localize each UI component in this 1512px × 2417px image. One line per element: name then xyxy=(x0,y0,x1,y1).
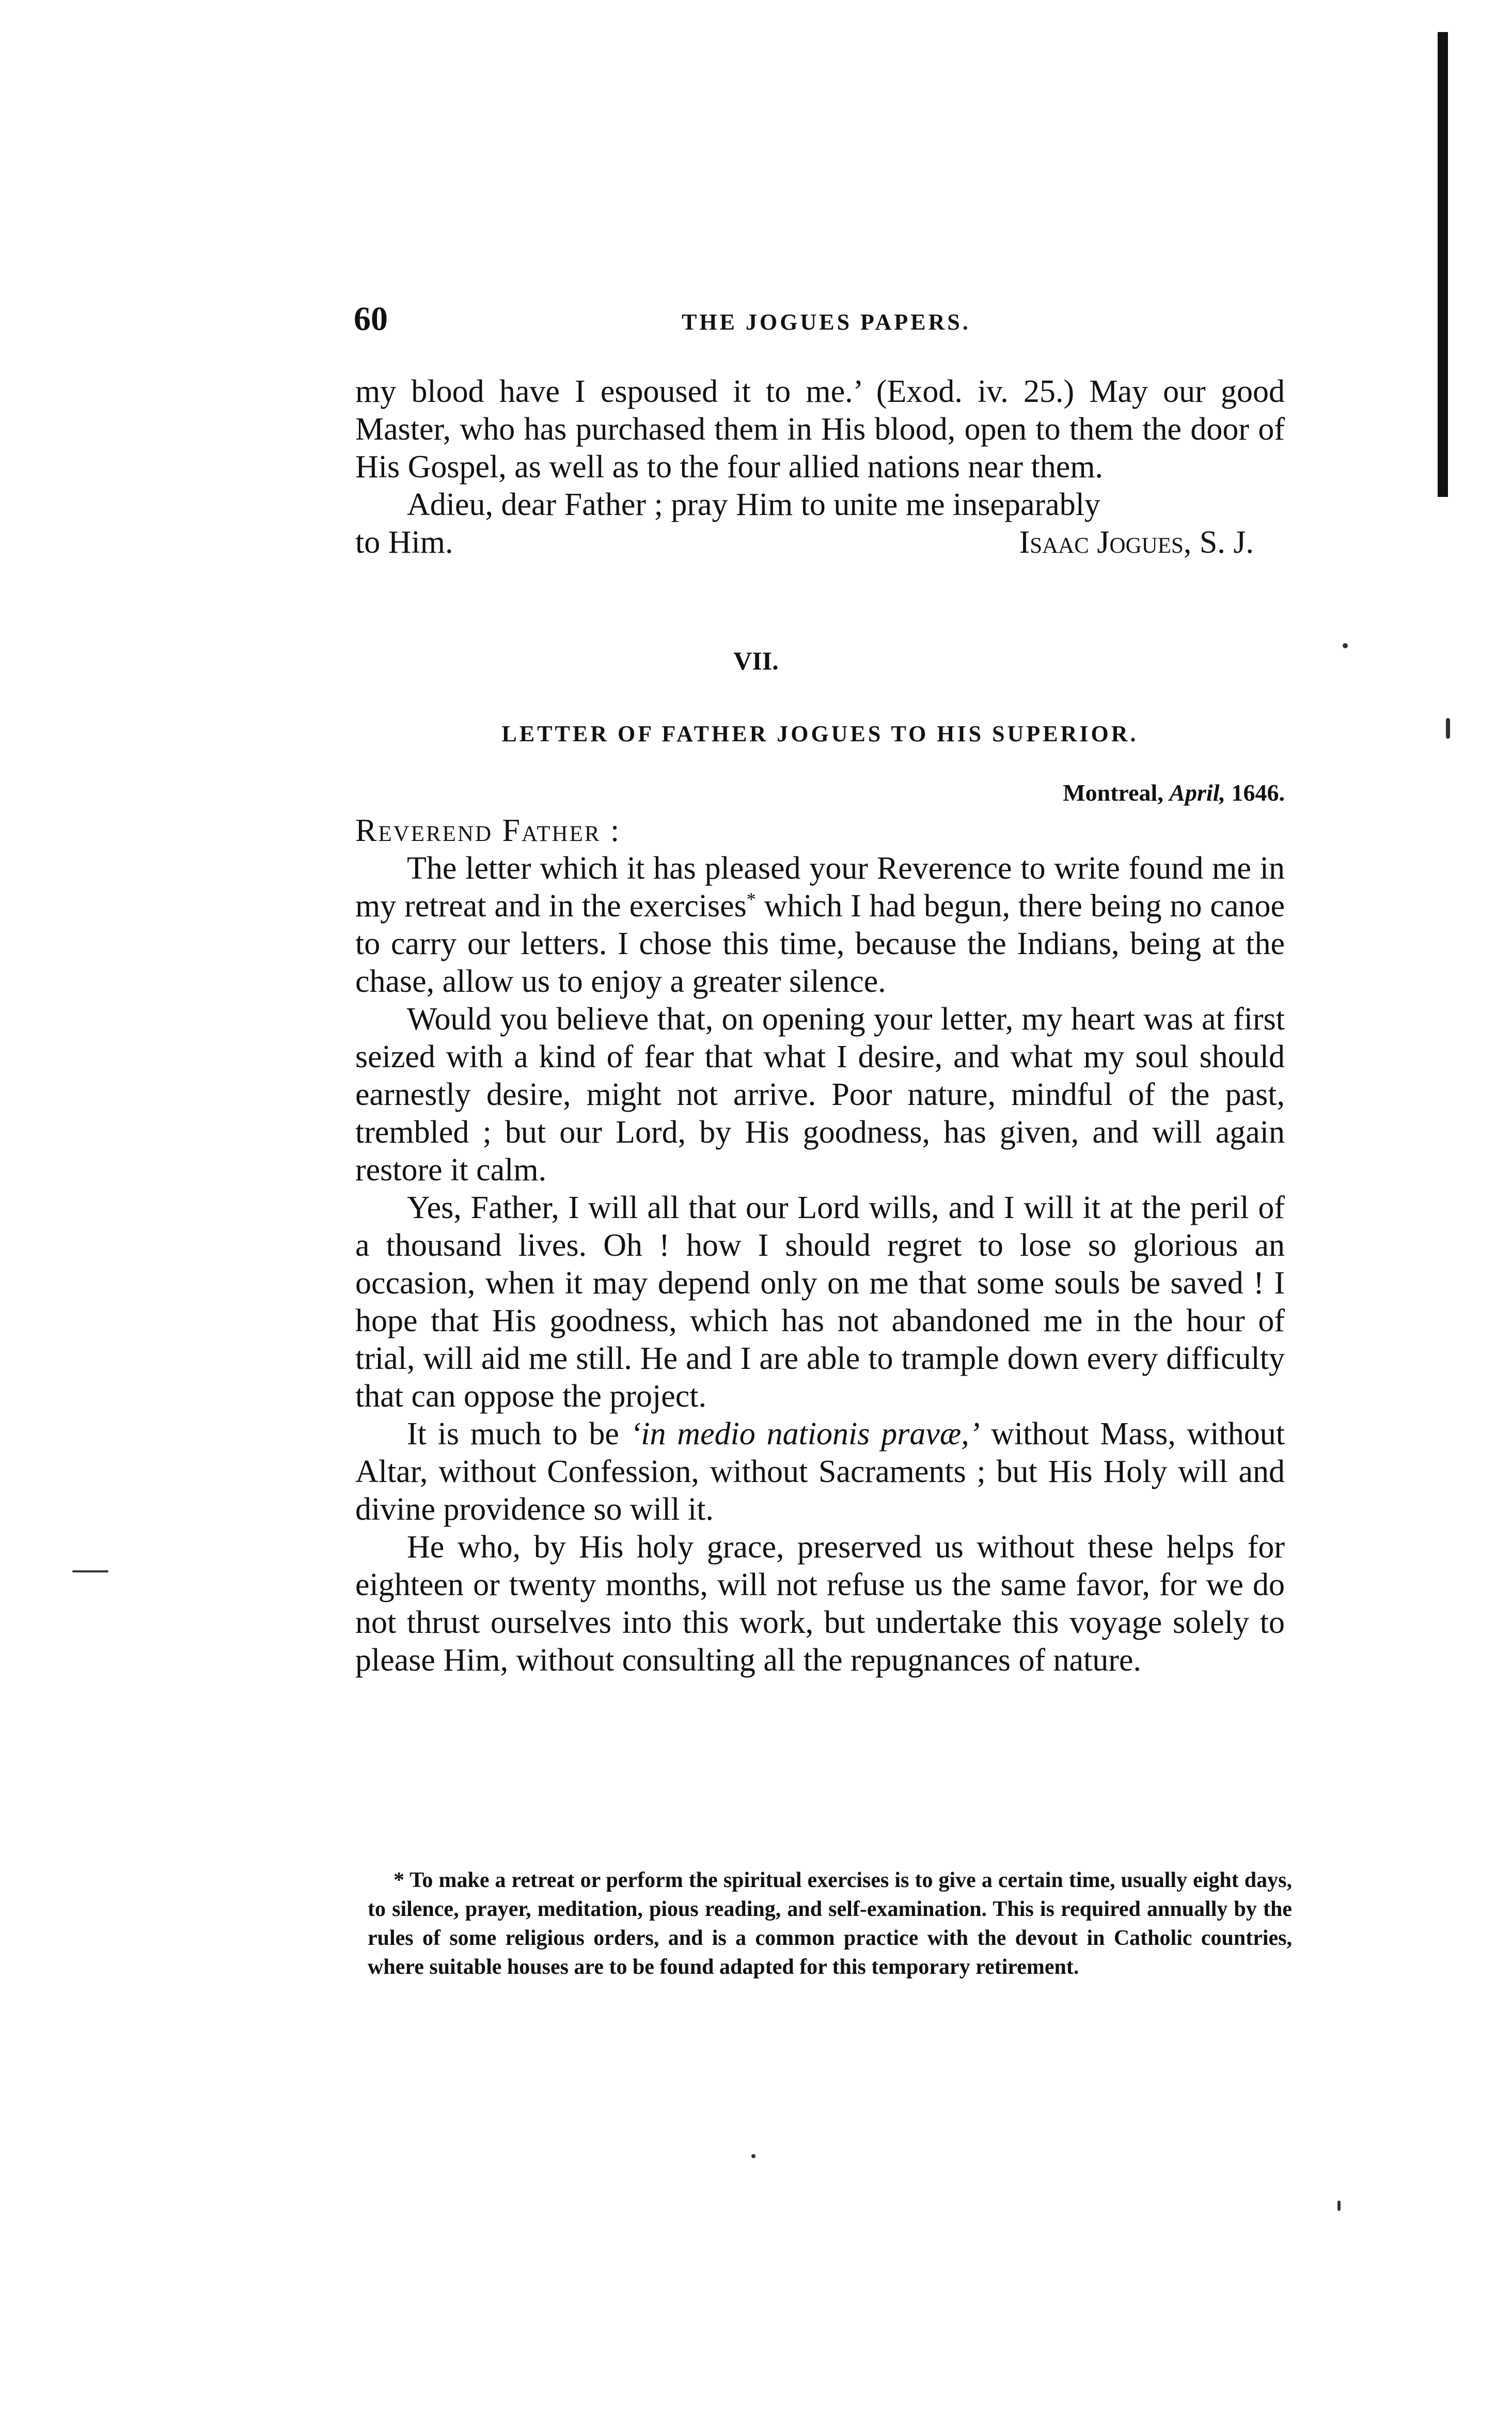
closing-tail: to Him. xyxy=(355,525,453,560)
signature: Isaac Jogues, S. J. xyxy=(1019,525,1254,560)
paragraph-1-text-cont: which I had begun, there being no canoe to carry our letters. I chose this time, because the Indians, being at the chase, allow us to enjoy a greater silence. xyxy=(355,888,1285,999)
latin-quotation: ‘in medio nationis pravæ,’ xyxy=(630,1416,980,1452)
scan-speck xyxy=(751,2154,755,2158)
opening-text xyxy=(355,373,1285,562)
dateline-year: 1646. xyxy=(1231,779,1285,806)
paragraph-4 xyxy=(355,1415,1285,1529)
paragraph-1-text: The letter which it has pleased your Reverence to write found me in my retreat and in the exercises xyxy=(355,851,1285,924)
scan-speck xyxy=(1337,2201,1341,2211)
signature-line xyxy=(355,524,1285,562)
paragraph-5: He who, by His holy grace, preserved us without these helps for eighteen or twenty months, will not refuse us the same favor, for we do not thrust ourselves into this work, but undertake this voyage solely to please Him, without consulting all the repugnances of nature. xyxy=(355,1530,1285,1678)
footnote-paragraph xyxy=(368,1866,1292,1982)
running-title: THE JOGUES PAPERS. xyxy=(682,309,971,335)
scan-speck xyxy=(72,1570,108,1572)
page-number: 60 xyxy=(354,300,388,338)
salutation: Reverend Father : xyxy=(355,813,621,848)
dateline-month: April, xyxy=(1169,779,1225,806)
footnote-mark: * xyxy=(393,1868,404,1892)
section-number: VII. xyxy=(733,646,779,675)
footnote-text: To make a retreat or perform the spiritual exercises is to give a certain time, usually eight days, to silence, prayer, meditation, pious reading, and self-examination. This is required annually by the rules of some religious orders, and is a common practice with the devout in Catholic countries, where suitable houses are to be found adapted for this temporary retirement. xyxy=(368,1868,1292,1979)
section-title: LETTER OF FATHER JOGUES TO HIS SUPERIOR. xyxy=(501,721,1139,746)
dateline xyxy=(1063,779,1285,806)
opening-paragraph: my blood have I espoused it to me.’ (Exod. iv. 25.) May our good Master, who has purchased them in His blood, open to them the door of His Gospel, as well as to the four allied nations near them. xyxy=(355,374,1285,485)
page-header xyxy=(354,300,1299,341)
paragraph-2: Would you believe that, on opening your letter, my heart was at first seized with a kind of fear that what I desire, and what my soul should earnestly desire, might not arrive. Poor nature, mindful of the past, trembled ; but our Lord, by His goodness, has given, and will again restore it calm. xyxy=(355,1002,1285,1188)
dateline-place: Montreal, xyxy=(1063,779,1163,806)
paragraph-4-text: It is much to be xyxy=(407,1416,631,1452)
closing-paragraph: Adieu, dear Father ; pray Him to unite me inseparably xyxy=(407,487,1100,522)
footnote-reference-mark: * xyxy=(746,888,756,910)
paragraph-4-text-cont: without Mass, without Altar, without Confession, without Sacraments ; but His Holy will and divine providence so will it. xyxy=(355,1416,1285,1527)
paragraph-1 xyxy=(355,850,1285,1001)
scan-speck xyxy=(1446,718,1450,739)
footnote xyxy=(368,1866,1292,1982)
letter-body xyxy=(355,812,1285,1679)
paragraph-3: Yes, Father, I will all that our Lord wills, and I will it at the peril of a thousand lives. Oh ! how I should regret to lose so glorious an occasion, when it may depend only on me that some souls be saved ! I hope that His goodness, which has not abandoned me in the hour of trial, will aid me still. He and I are able to trample down every difficulty that can oppose the project. xyxy=(355,1190,1285,1414)
scan-edge-bar xyxy=(1438,32,1448,497)
